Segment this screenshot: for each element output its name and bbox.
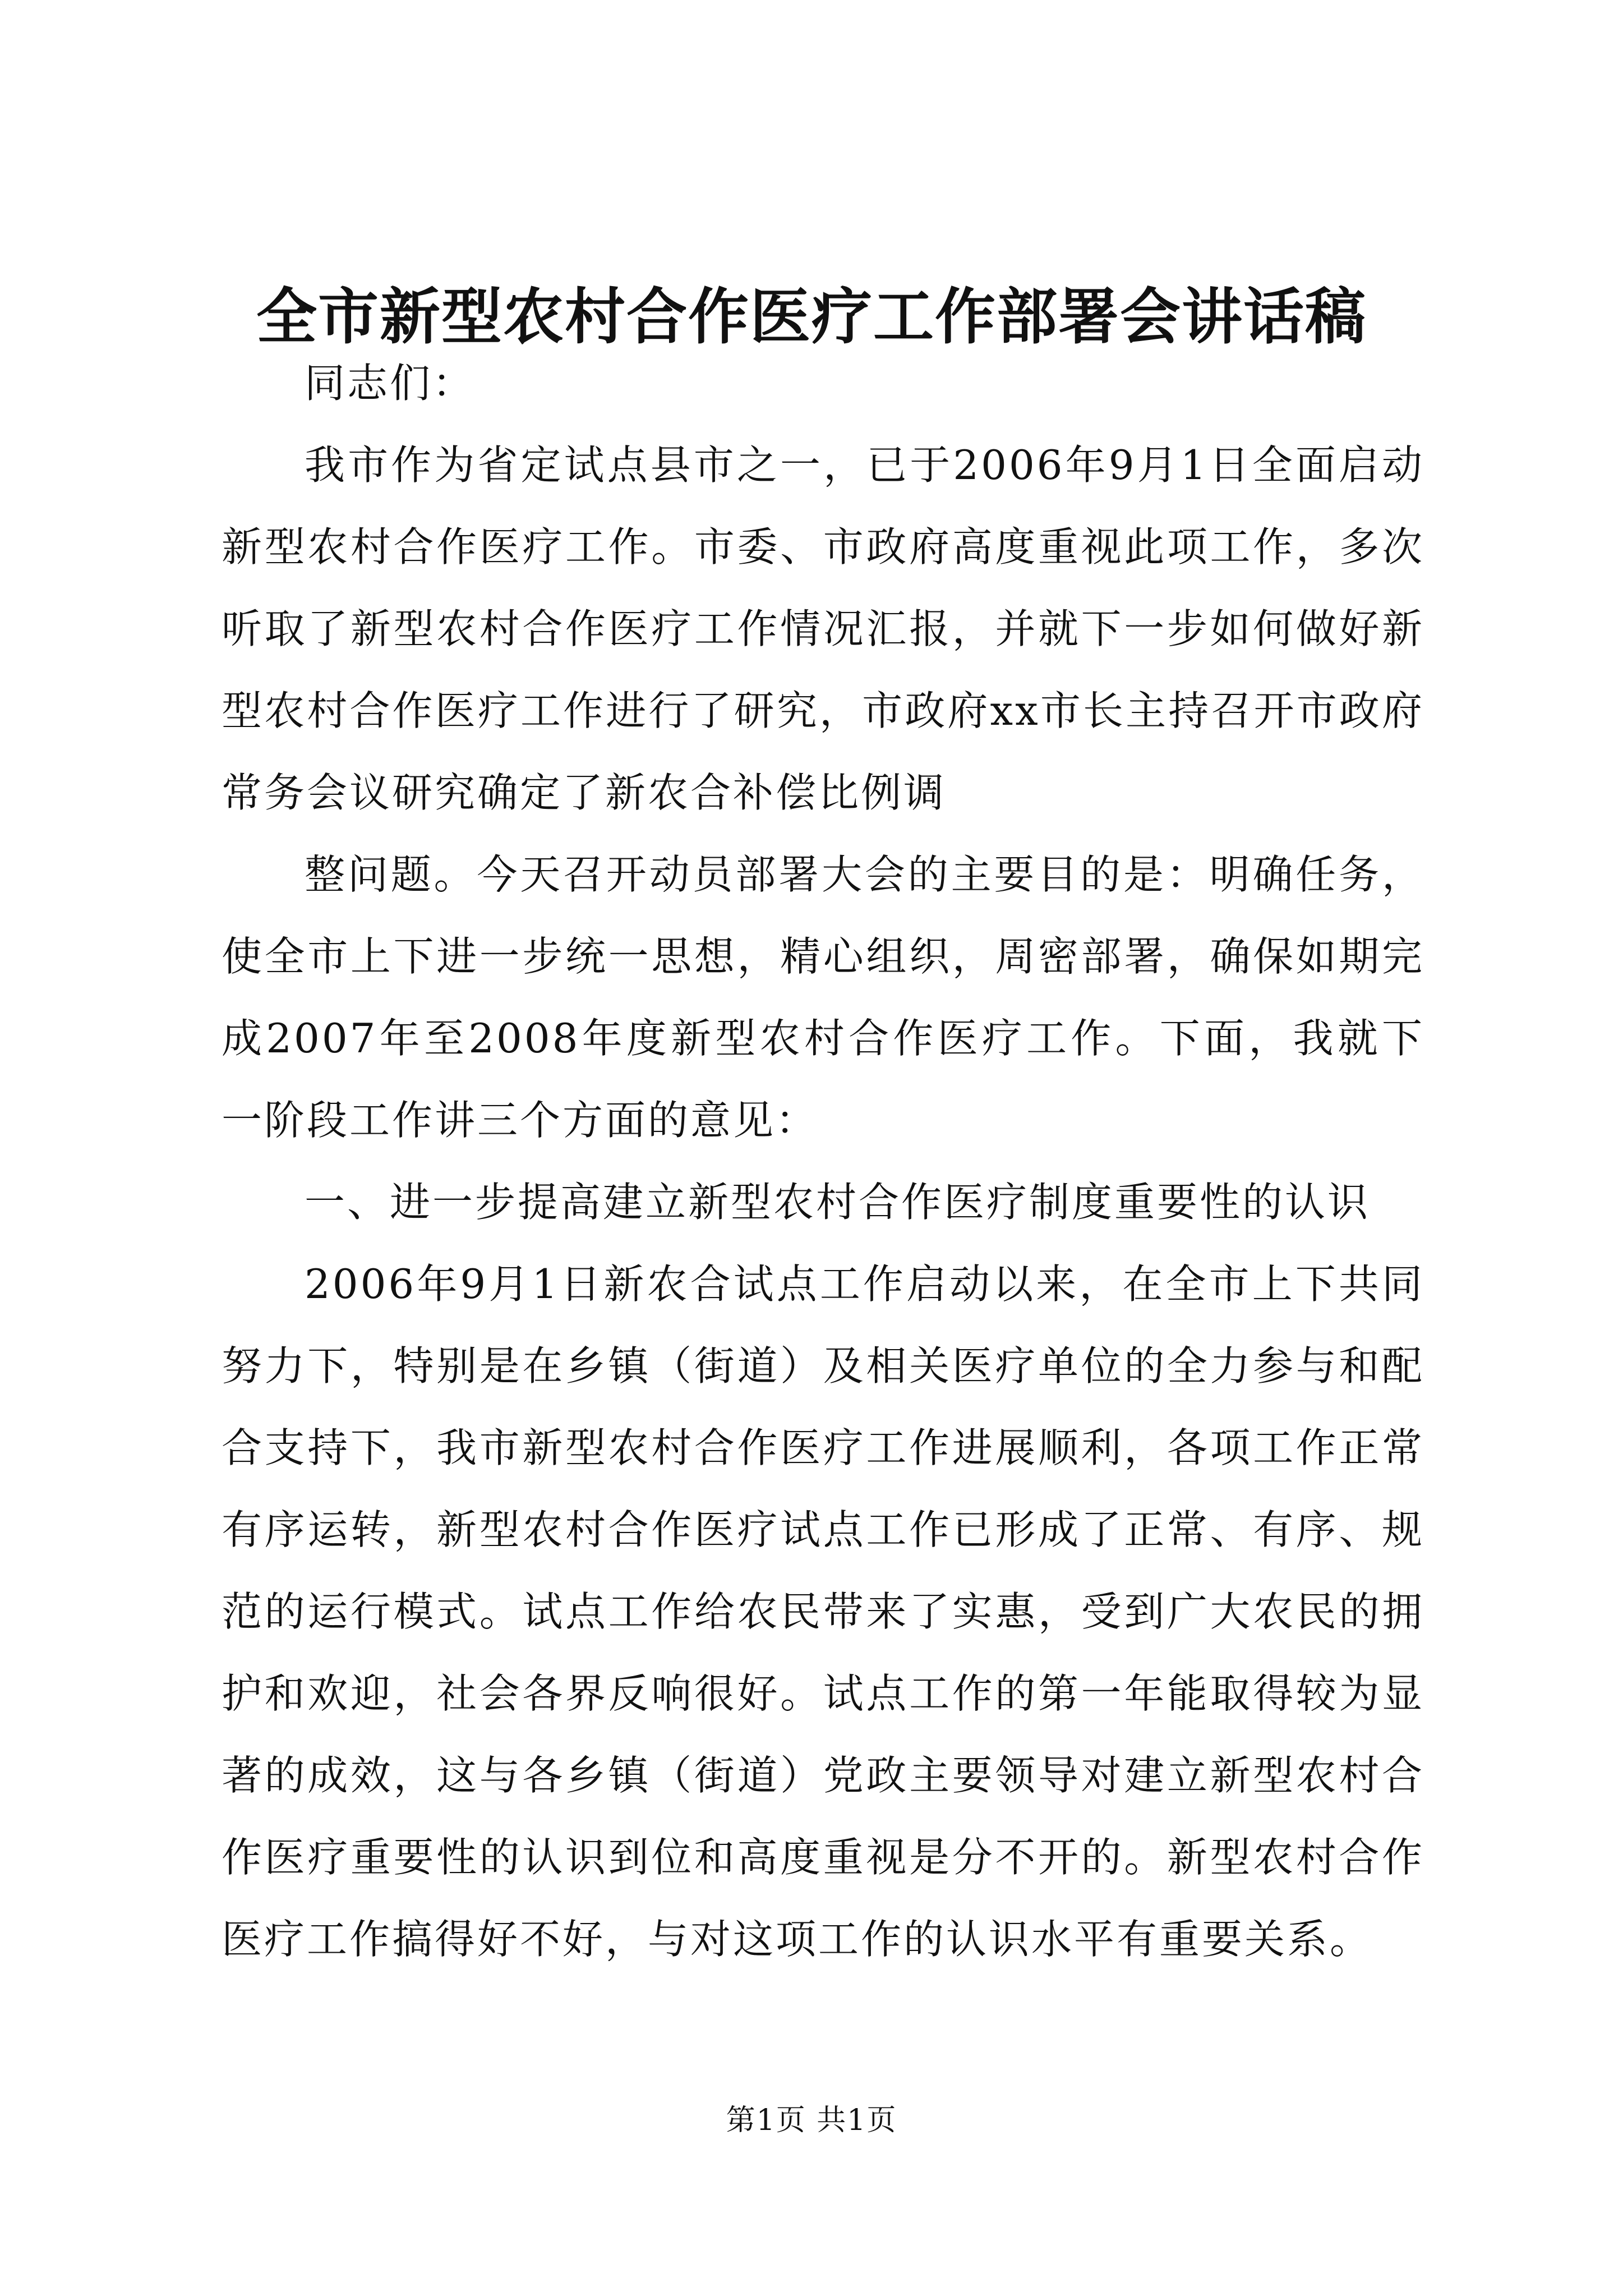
page-footer: 第1页 共1页 xyxy=(726,2104,897,2137)
document-body xyxy=(222,342,1424,1980)
section-heading: 一、进一步提高建立新型农村合作医疗制度重要性的认识 xyxy=(305,1179,1371,1226)
paragraph: 2006年9月1日新农合试点工作启动以来，在全市上下共同努力下，特别是在乡镇（街道）及相关医疗单位的全力参与和配合支持下，我市新型农村合作医疗工作进展顺利，各项工作正常有序运转，新型农村合作医疗试点工作已形成了正常、有序、规范的运行模式。试点工作给农民带来了实惠，受到广大农民的拥护和欢迎，社会各界反响很好。试点工作的第一年能取得较为显著的成效，这与各乡镇（街道）党政主要领导对建立新型农村合作医疗重要性的认识到位和高度重视是分不开的。新型农村合作医疗工作搞得好不好，与对这项工作的认识水平有重要关系。 xyxy=(222,1260,1424,1963)
paragraph-salutation: 同志们： xyxy=(305,360,476,407)
paragraph: 整问题。今天召开动员部署大会的主要目的是：明确任务，使全市上下进一步统一思想，精心组织，周密部署，确保如期完成2007年至2008年度新型农村合作医疗工作。下面，我就下一阶段工作讲三个方面的意见： xyxy=(222,851,1424,1144)
document-title: 全市新型农村合作医疗工作部署会讲话稿 xyxy=(256,282,1367,352)
paragraph: 我市作为省定试点县市之一，已于2006年9月1日全面启动新型农村合作医疗工作。市委、市政府高度重视此项工作，多次听取了新型农村合作医疗工作情况汇报，并就下一步如何做好新型农村合作医疗工作进行了研究，市政府xx市长主持召开市政府常务会议研究确定了新农合补偿比例调 xyxy=(222,441,1424,816)
